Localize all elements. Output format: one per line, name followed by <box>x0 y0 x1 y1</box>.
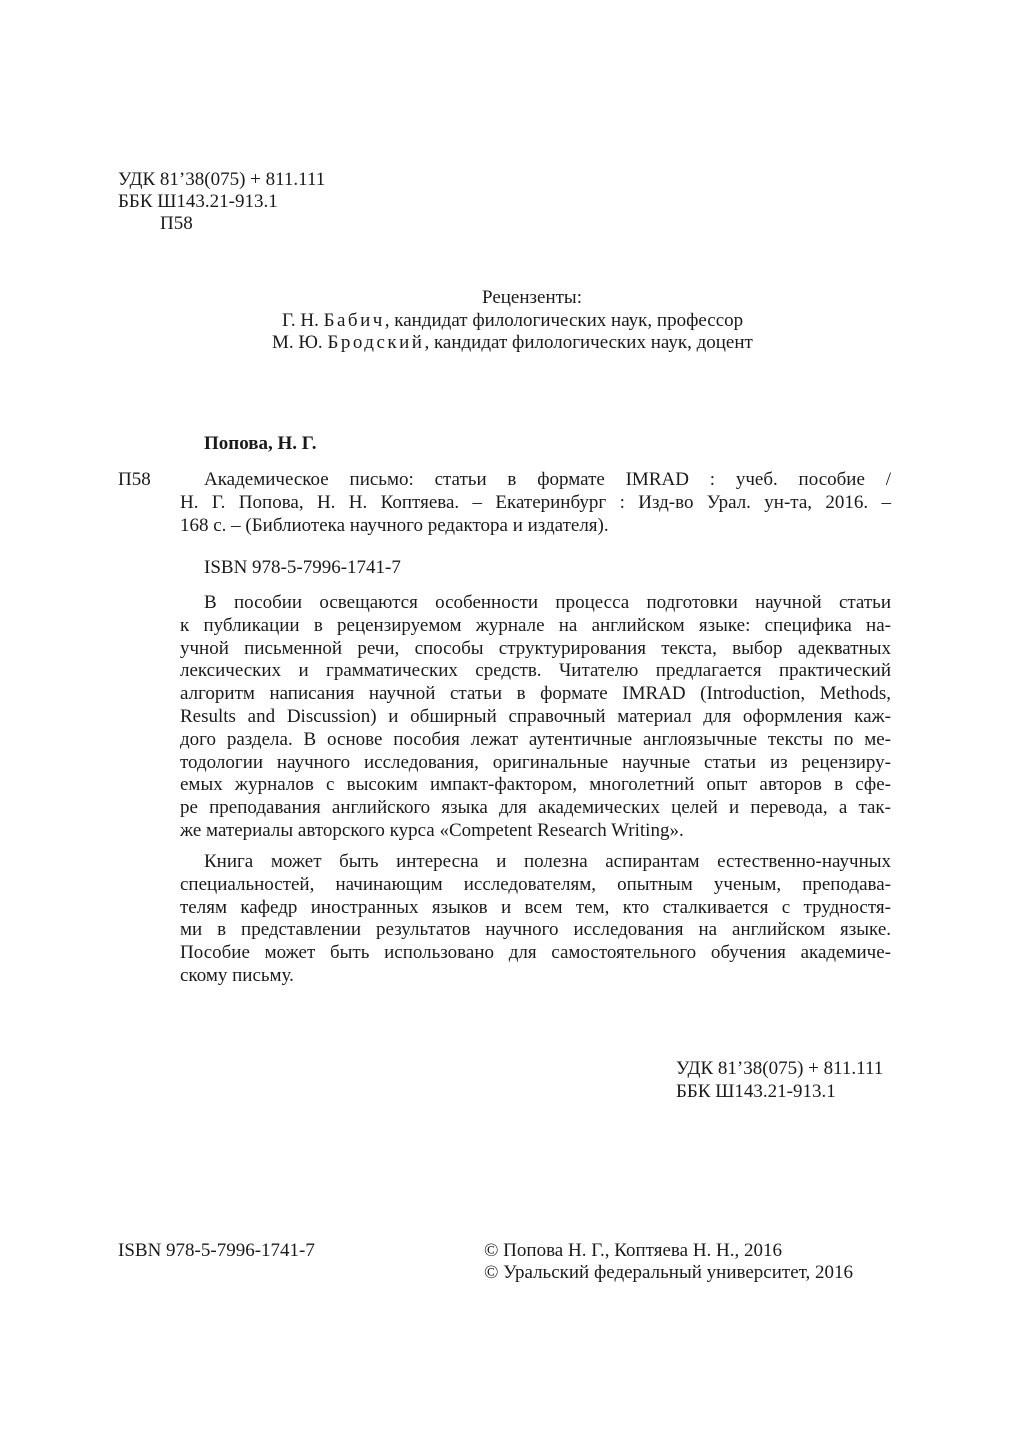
reviewer-2-surname: Бродский <box>327 332 425 353</box>
copyright-authors: © Попова Н. Г., Коптяева Н. Н., 2016 <box>484 1240 783 1261</box>
copyright-university: © Уральский федеральный университет, 2016 <box>484 1262 853 1283</box>
footer-isbn: ISBN 978-5-7996-1741-7 <box>118 1240 315 1261</box>
abstract-p1-line: В пособии освещаются особенности процесса подготовки научной статьи <box>204 592 891 613</box>
catalog-mark: П58 <box>118 469 151 490</box>
abstract-p1-line: емых журналов с высоким импакт-фактором, многолетний опыт авторов в сфе- <box>180 774 891 796</box>
reviewer-2-initials: М. Ю. <box>272 332 323 353</box>
bbk-top: ББК Ш143.21-913.1 <box>118 191 278 212</box>
catalog-entry <box>180 469 891 537</box>
catalog-line-2: Н. Г. Попова, Н. Н. Коптяева. – Екатеринбург : Изд-во Урал. ун-та, 2016. – <box>180 491 891 513</box>
reviewer-1-initials: Г. Н. <box>282 310 319 331</box>
abstract-paragraph-2 <box>180 851 891 988</box>
abstract-p1-line: Results and Discussion) и обширный справочный материал для оформления каж- <box>180 705 891 727</box>
udk-top: УДК 81’38(075) + 811.111 <box>118 169 326 190</box>
abstract-p1-line: тодологии научного исследования, оригинальные научные статьи из рецензиру- <box>180 751 891 773</box>
abstract-p2-line: скому письму. <box>180 964 294 986</box>
catalog-line-3: 168 с. – (Библиотека научного редактора и издателя). <box>180 514 609 536</box>
abstract-paragraph-1 <box>180 592 891 843</box>
abstract-p1-line: учной письменной речи, способы структурирования текста, выбор адекватных <box>180 637 891 659</box>
udk-bottom: УДК 81’38(075) + 811.111 <box>676 1058 884 1079</box>
abstract-p1-line: к публикации в рецензируемом журнале на английском языке: специфика на- <box>180 614 891 636</box>
reviewer-2-desc: , кандидат филологических наук, доцент <box>424 332 753 353</box>
abstract-p2-line: специальностей, начинающим исследователям, опытным ученым, преподава- <box>180 873 891 895</box>
bbk-bottom: ББК Ш143.21-913.1 <box>676 1081 836 1102</box>
abstract-p2-line: Книга может быть интересна и полезна аспирантам естественно-научных <box>204 851 891 872</box>
abstract-p1-line: лексических и грамматических средств. Читателю предлагается практический <box>180 660 891 682</box>
abstract-p1-line: алгоритм написания научной статьи в формате IMRAD (Introduction, Methods, <box>180 683 891 705</box>
catalog-isbn: ISBN 978-5-7996-1741-7 <box>204 557 401 578</box>
abstract-p1-line: ре преподавания английского языка для академических целей и перевода, а так- <box>180 797 891 819</box>
catalog-line-1: Академическое письмо: статьи в формате IMRAD : учеб. пособие / <box>204 469 891 490</box>
abstract-p2-line: ми в представлении результатов научного исследования на английском языке. <box>180 919 891 941</box>
reviewer-2 <box>272 332 753 354</box>
author-heading: Попова, Н. Г. <box>204 433 317 454</box>
reviewer-1 <box>282 310 743 332</box>
reviewers-heading: Рецензенты: <box>482 287 582 308</box>
abstract-p1-line: дого раздела. В основе пособия лежат аутентичные англоязычные тексты по ме- <box>180 728 891 750</box>
abstract-p2-line: Пособие может быть использовано для самостоятельного обучения академиче- <box>180 942 891 964</box>
abstract-p1-line: же материалы авторского курса «Competent Research Writing». <box>180 819 684 841</box>
author-mark-top: П58 <box>160 213 193 234</box>
reviewer-1-desc: , кандидат филологических наук, профессор <box>384 310 744 331</box>
abstract-p2-line: телям кафедр иностранных языков и всем тем, кто сталкивается с трудностя- <box>180 896 891 918</box>
reviewer-1-surname: Бабич <box>323 310 385 331</box>
